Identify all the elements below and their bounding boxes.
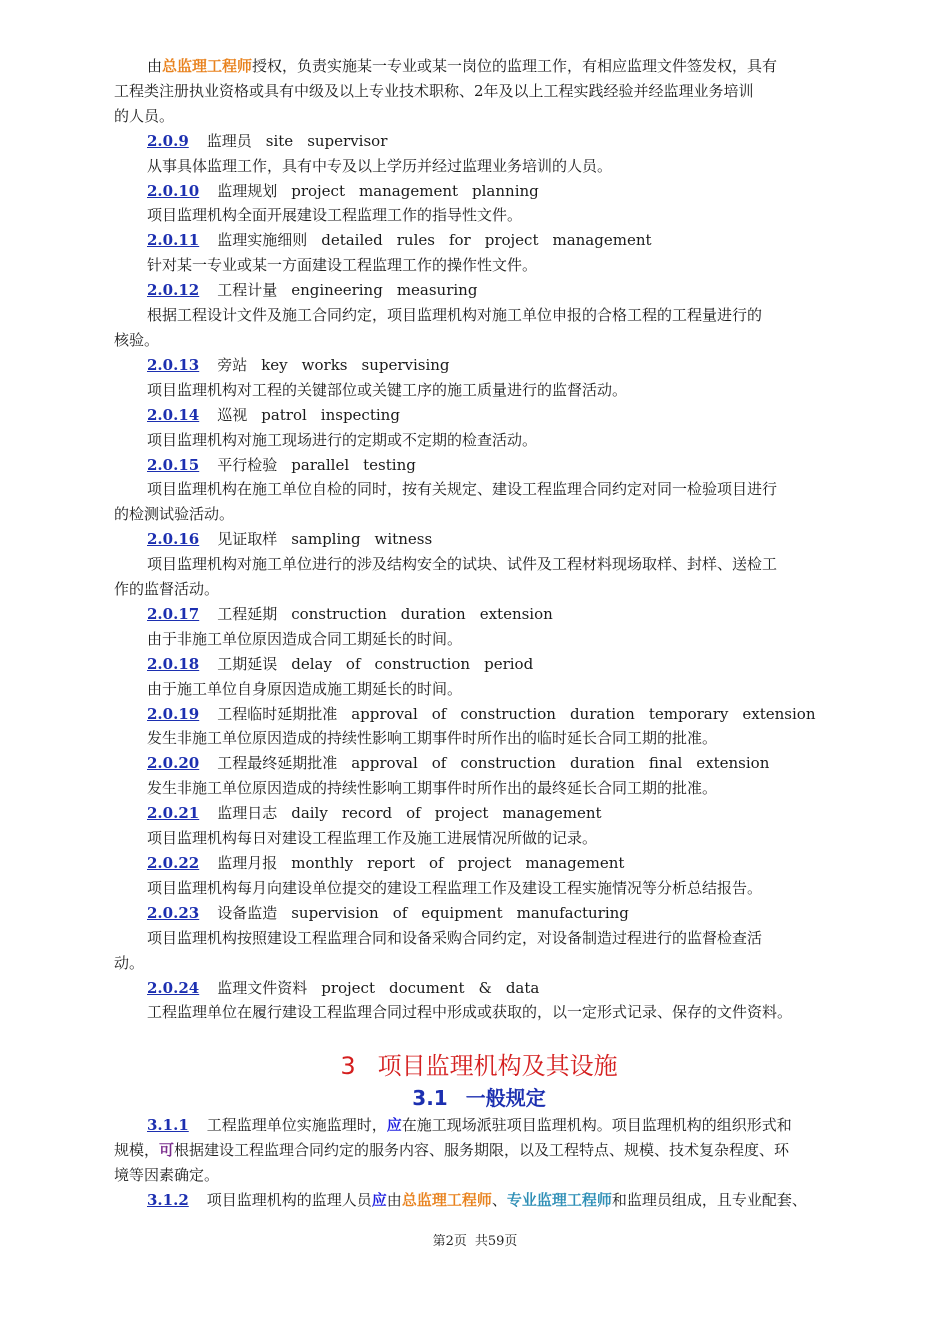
highlight-chief-engineer: 总监理工程师: [162, 57, 253, 75]
term-english-word: management: [358, 181, 459, 200]
term-english-word: manufacturing: [516, 903, 629, 922]
term-english-word: construction: [460, 704, 556, 723]
term-number-link[interactable]: 2.0.12: [147, 281, 200, 300]
term-number-link[interactable]: 2.0.23: [147, 903, 200, 922]
chapter-name: 项目监理机构及其设施: [377, 1052, 618, 1081]
term-chinese: 巡视: [217, 405, 248, 424]
term-english-word: approval: [351, 704, 418, 723]
term-heading: [114, 652, 844, 677]
term-heading: [114, 702, 844, 727]
term-number-link[interactable]: 2.0.22: [147, 854, 200, 872]
keyword-shall: 应: [371, 1191, 387, 1210]
chapter-title: [114, 1051, 844, 1081]
term-english-word: construction: [374, 654, 471, 673]
term-heading: [114, 278, 844, 303]
term-english-word: equipment: [421, 903, 503, 922]
term-chinese: 工程延期: [217, 604, 278, 623]
term-english-word: of: [428, 854, 444, 872]
document-page: [114, 54, 844, 1213]
term-english-word: of: [431, 704, 447, 723]
term-definition: 发生非施工单位原因造成的持续性影响工期事件时所作出的最终延长合同工期的批准。: [147, 779, 718, 798]
term-definition: 由于非施工单位原因造成合同工期延长的时间。: [147, 629, 463, 648]
term-definition: 项目监理机构按照建设工程监理合同和设备采购合同约定，对设备制造过程进行的监督检查活: [147, 928, 763, 947]
term-english-word: document: [388, 978, 465, 997]
page-footer: [0, 1230, 950, 1249]
term-number-link[interactable]: 2.0.19: [147, 704, 200, 723]
term-english-word: management: [525, 854, 625, 872]
term-definition: 根据工程设计文件及施工合同约定，项目监理机构对施工单位申报的合格工程的工程量进行的: [147, 306, 763, 325]
term-definition: 发生非施工单位原因造成的持续性影响工期事件时所作出的临时延长合同工期的批准。: [147, 729, 718, 748]
term-english-word: temporary: [648, 704, 729, 723]
clause-3-1-1-line-2: [114, 1138, 844, 1163]
term-definition: 动。: [114, 953, 145, 972]
term-heading: [114, 751, 844, 776]
term-heading: [114, 602, 844, 627]
term-number-link[interactable]: 2.0.24: [147, 978, 200, 997]
term-heading: [114, 851, 844, 876]
term-english-word: duration: [569, 704, 635, 723]
term-english-word: testing: [363, 455, 416, 474]
term-chinese: 工期延误: [217, 654, 278, 673]
chapter-number: 3: [340, 1052, 356, 1081]
term-heading: [114, 527, 844, 552]
term-heading: [114, 901, 844, 926]
term-chinese: 监理实施细则: [217, 231, 308, 250]
term-english-word: management: [552, 231, 652, 250]
term-english-word: of: [345, 654, 361, 673]
term-english-word: rules: [396, 231, 435, 250]
term-english-word: extension: [479, 604, 553, 623]
term-english-word: witness: [374, 530, 433, 549]
term-number-link[interactable]: 2.0.15: [147, 455, 200, 474]
term-heading: [114, 228, 844, 253]
term-chinese: 设备监造: [217, 903, 278, 922]
clause-3-1-1-line-3: 境等因素确定。: [114, 1166, 220, 1185]
section-title: [114, 1083, 844, 1113]
term-english-word: final: [648, 754, 683, 773]
section-number: 3.1: [412, 1086, 448, 1111]
term-chinese: 监理员: [206, 131, 252, 150]
term-chinese: 监理月报: [217, 854, 278, 872]
term-chinese: 监理规划: [217, 181, 278, 200]
term-definition: 的检测试验活动。: [114, 505, 235, 524]
term-english-word: project: [484, 231, 539, 250]
clause-number-link[interactable]: 3.1.2: [147, 1191, 189, 1210]
term-definition: 由于施工单位自身原因造成施工期延长的时间。: [147, 679, 463, 698]
term-heading: [114, 453, 844, 478]
term-english-word: duration: [569, 754, 635, 773]
term-definition: 工程监理单位在履行建设工程监理合同过程中形成或获取的，以一定形式记录、保存的文件资料。: [147, 1003, 793, 1022]
term-english-word: record: [341, 804, 393, 823]
clause-text: 、: [491, 1191, 507, 1210]
term-english-word: duration: [400, 604, 466, 623]
term-heading: [114, 976, 844, 1001]
term-english-word: supervision: [291, 903, 379, 922]
term-number-link[interactable]: 2.0.14: [147, 405, 200, 424]
intro-line-3: 的人员。: [114, 106, 175, 125]
term-english-word: inspecting: [320, 405, 400, 424]
clause-3-1-2-line-1: [114, 1188, 844, 1213]
term-english-word: project: [457, 854, 512, 872]
term-english-word: of: [392, 903, 408, 922]
term-chinese: 工程临时延期批准: [217, 704, 338, 723]
page-number: 第2页: [432, 1234, 467, 1249]
term-chinese: 工程计量: [217, 281, 278, 300]
term-number-link[interactable]: 2.0.16: [147, 530, 200, 549]
term-english-word: planning: [472, 181, 539, 200]
term-english-word: period: [484, 654, 534, 673]
term-definition: 从事具体监理工作，具有中专及以上学历并经过监理业务培训的人员。: [147, 156, 613, 175]
term-english-word: supervising: [361, 355, 450, 374]
keyword-shall: 应: [386, 1116, 402, 1135]
term-english-word: construction: [291, 604, 387, 623]
intro-line-2: 工程类注册执业资格或具有中级及以上专业技术职称、2年及以上工程实践经验并经监理业务培训: [114, 81, 754, 100]
term-chinese: 监理日志: [217, 804, 278, 823]
term-chinese: 工程最终延期批准: [217, 754, 338, 773]
term-heading: [114, 353, 844, 378]
term-english-word: patrol: [261, 405, 307, 424]
term-number-link[interactable]: 2.0.10: [147, 181, 200, 200]
term-definition: 针对某一专业或某一方面建设工程监理工作的操作性文件。: [147, 256, 538, 275]
term-english-word: management: [502, 804, 602, 823]
term-chinese: 见证取样: [217, 530, 278, 549]
term-definition: 项目监理机构对工程的关键部位或关键工序的施工质量进行的监督活动。: [147, 380, 628, 399]
term-chinese: 平行检验: [217, 455, 278, 474]
term-english-word: approval: [351, 754, 418, 773]
highlight-specialist-engineer: 专业监理工程师: [506, 1191, 612, 1210]
term-english-word: measuring: [396, 281, 478, 300]
term-chinese: 旁站: [217, 355, 248, 374]
term-definition: 项目监理机构全面开展建设工程监理工作的指导性文件。: [147, 206, 523, 225]
clause-number-link[interactable]: 3.1.1: [147, 1116, 189, 1135]
term-number-link[interactable]: 2.0.20: [147, 754, 200, 773]
clause-text: 在施工现场派驻项目监理机构。项目监理机构的组织形式和: [401, 1116, 792, 1135]
term-chinese: 监理文件资料: [217, 978, 308, 997]
term-english-word: of: [406, 804, 421, 823]
clause-text: 项目监理机构的监理人员: [206, 1191, 372, 1210]
term-english-word: project: [434, 804, 489, 823]
term-definition: 项目监理机构在施工单位自检的同时，按有关规定、建设工程监理合同约定对同一检验项目进行: [147, 480, 778, 499]
term-english-word: &: [478, 978, 492, 997]
term-english-word: extension: [696, 754, 770, 773]
term-english-word: report: [367, 854, 415, 872]
term-english-word: supervisor: [307, 131, 388, 150]
term-english-word: engineering: [291, 281, 383, 300]
term-heading: [114, 129, 844, 154]
clause-text: 根据建设工程监理合同约定的服务内容、服务期限，以及工程特点、规模、技术复杂程度、环: [174, 1141, 790, 1160]
term-heading: [114, 801, 844, 826]
term-number-link[interactable]: 2.0.21: [147, 804, 200, 823]
term-english-word: of: [431, 754, 447, 773]
term-definition: 项目监理机构对施工单位进行的涉及结构安全的试块、试件及工程材料现场取样、封样、送检工: [147, 555, 778, 574]
intro-text: 由: [147, 57, 163, 75]
clause-text: 规模，: [114, 1141, 160, 1160]
term-english-word: for: [448, 231, 471, 250]
term-english-word: works: [301, 355, 348, 374]
term-english-word: project: [291, 181, 345, 200]
clause-text: 和监理员组成，且专业配套、: [611, 1191, 807, 1210]
intro-text: 授权，负责实施某一专业或某一岗位的监理工作，有相应监理文件签发权，具有: [252, 57, 778, 75]
term-english-word: delay: [291, 654, 332, 673]
term-english-word: detailed: [321, 231, 383, 250]
term-english-word: extension: [742, 704, 816, 723]
term-number-link[interactable]: 2.0.17: [147, 604, 200, 623]
term-english-word: site: [265, 131, 294, 150]
term-heading: [114, 179, 844, 204]
section-name: 一般规定: [465, 1086, 546, 1111]
term-english-word: daily: [291, 804, 328, 823]
clause-text: 由: [386, 1191, 402, 1210]
term-definition: 项目监理机构每日对建设工程监理工作及施工进展情况所做的记录。: [147, 829, 598, 848]
intro-line-1: [114, 54, 844, 79]
clause-3-1-1-line-1: [114, 1113, 844, 1138]
term-number-link[interactable]: 2.0.11: [147, 231, 200, 250]
term-english-word: key: [261, 355, 288, 374]
highlight-chief-engineer: 总监理工程师: [401, 1191, 492, 1210]
term-heading: [114, 403, 844, 428]
clause-text: 工程监理单位实施监理时，: [206, 1116, 387, 1135]
terms-list: [114, 129, 844, 1026]
term-english-word: data: [505, 978, 540, 997]
term-definition: 项目监理机构每月向建设单位提交的建设工程监理工作及建设工程实施情况等分析总结报告。: [147, 878, 763, 897]
term-definition: 核验。: [114, 330, 160, 349]
term-number-link[interactable]: 2.0.9: [147, 131, 189, 150]
page-total: 共59页: [474, 1234, 518, 1249]
term-definition: 项目监理机构对施工现场进行的定期或不定期的检查活动。: [147, 430, 538, 449]
term-definition: 作的监督活动。: [114, 580, 220, 599]
term-english-word: sampling: [291, 530, 361, 549]
term-english-word: construction: [460, 754, 556, 773]
term-english-word: parallel: [291, 455, 350, 474]
keyword-may: 可: [159, 1141, 175, 1160]
term-number-link[interactable]: 2.0.13: [147, 355, 200, 374]
term-english-word: monthly: [291, 854, 354, 872]
term-number-link[interactable]: 2.0.18: [147, 654, 200, 673]
term-english-word: project: [321, 978, 375, 997]
